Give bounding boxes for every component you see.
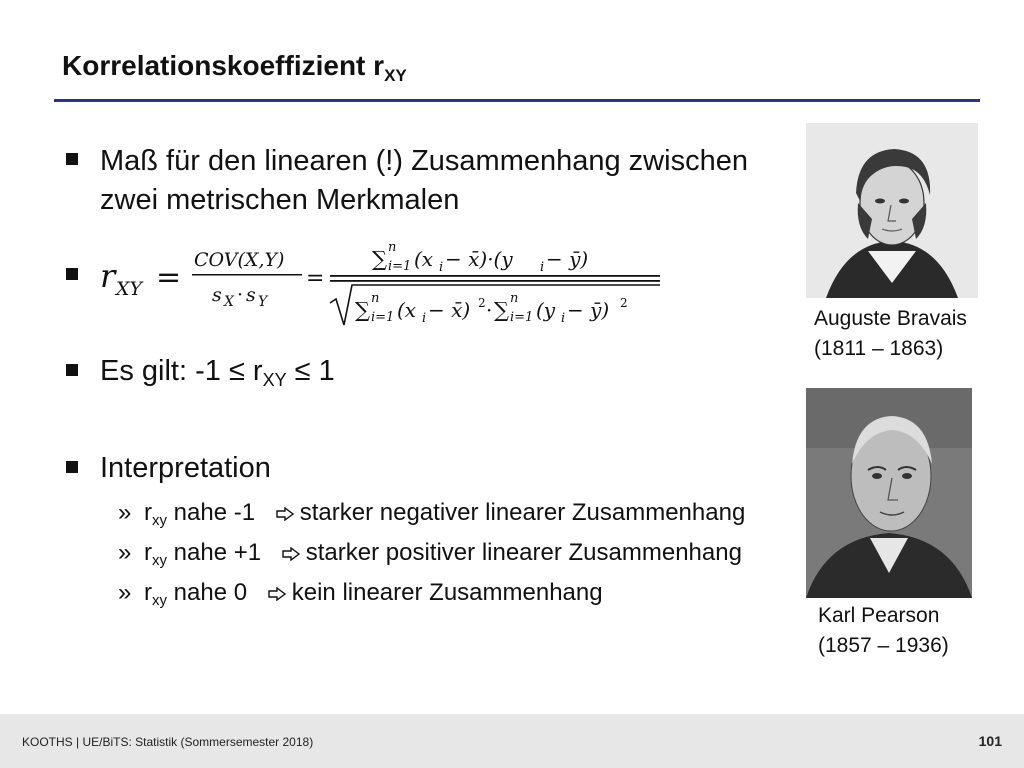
sub-item-text: kein linearer Zusammenhang <box>291 579 603 606</box>
den-sum-1-n: n <box>371 291 380 306</box>
slide-title-text: Korrelationskoeffizient r <box>62 50 385 81</box>
le-sign-2: ≤ <box>286 355 311 387</box>
num-middle: − x̄)·(y <box>445 247 513 271</box>
den-x-mid: − x̄) <box>428 298 471 322</box>
frac1-numerator: COV(X,Y) <box>194 249 285 271</box>
caption-pearson-years: (1857 – 1936) <box>818 634 949 657</box>
den-sum-1-i: i=1 <box>371 310 395 325</box>
formula-equals-1: = <box>156 260 182 295</box>
frac1-den-s2: s <box>246 284 256 306</box>
formula-lhs-r: r <box>100 257 116 295</box>
bullet-1-line-1: Maß für den linearen (!) Zusammenhang zwischen <box>100 145 748 177</box>
den-x-i: i <box>422 311 427 326</box>
den-y-mid: − ȳ) <box>567 298 610 322</box>
outline-right-arrow-icon <box>276 507 294 521</box>
portrait-bravais-drawing <box>806 123 978 298</box>
frac1-den-sub1: X <box>224 294 234 310</box>
guillemet-marker: » <box>118 499 132 526</box>
page-number: 101 <box>978 733 1002 749</box>
num-sum-i: i=1 <box>388 259 412 274</box>
bullet-3-prefix: Es gilt: -1 <box>100 355 229 387</box>
square-bullet-icon <box>66 153 78 165</box>
num-x-open: (x <box>414 247 434 271</box>
guillemet-marker: » <box>118 579 132 606</box>
den-sum-2-i: i=1 <box>510 310 534 325</box>
frac2-bar-bottom <box>330 280 660 282</box>
sub-item-text: starker positiver linearer Zusammenhang <box>305 539 742 566</box>
guillemet-marker: » <box>118 539 132 566</box>
num-end: − ȳ) <box>546 247 589 271</box>
sub-item-sub: xy <box>152 552 167 569</box>
bullet-3-sub: XY <box>262 370 287 390</box>
le-sign-1: ≤ <box>228 355 245 387</box>
caption-bravais-years: (1811 – 1863) <box>814 337 944 360</box>
num-x-i: i <box>439 260 444 275</box>
formula-equals-2: = <box>306 266 325 291</box>
sub-item-r: r <box>144 499 152 526</box>
bullet-3-suffix: 1 <box>310 355 335 387</box>
den-sum-2: ∑ <box>494 298 509 322</box>
portrait-bravais <box>806 123 978 298</box>
sub-item-cond: nahe 0 <box>167 579 248 606</box>
frac1-bar <box>192 274 302 276</box>
den-dot: · <box>486 298 493 322</box>
den-y-i: i <box>561 311 566 326</box>
list-item <box>118 498 745 536</box>
sub-item-r: r <box>144 579 152 606</box>
outline-right-arrow-icon <box>282 547 300 561</box>
sub-item-cond: nahe +1 <box>167 539 262 566</box>
bullet-4: Interpretation <box>100 452 271 484</box>
slide-title-subscript: XY <box>384 66 407 85</box>
num-sum-n: n <box>388 240 397 255</box>
sub-item-sub: xy <box>152 592 167 609</box>
portrait-pearson <box>806 388 972 598</box>
den-sum-2-n: n <box>510 291 519 306</box>
bullet-3-r: r <box>244 355 263 387</box>
formula-lhs-sub: XY <box>116 278 143 300</box>
portrait-pearson-drawing <box>806 388 972 598</box>
den-sq-2: 2 <box>620 296 628 310</box>
list-item <box>118 578 603 616</box>
outline-right-arrow-icon <box>268 587 286 601</box>
num-sum: ∑ <box>372 247 387 271</box>
den-y-open: (y <box>536 298 556 322</box>
correlation-formula <box>100 235 670 345</box>
square-bullet-icon <box>66 268 78 280</box>
sub-item-text: starker negativer linearer Zusammenhang <box>299 499 746 526</box>
formula-graphic <box>100 235 670 345</box>
frac1-den-dot: · <box>237 284 244 306</box>
footer-text: KOOTHS | UE/BiTS: Statistik (Sommersemester 2018) <box>22 735 314 749</box>
frac2-bar-top <box>330 275 660 277</box>
sub-item-r: r <box>144 539 152 566</box>
bullet-3 <box>100 352 335 399</box>
bullet-1-line-2: zwei metrischen Merkmalen <box>100 184 460 216</box>
den-sum-1: ∑ <box>355 298 370 322</box>
frac1-den-s1: s <box>212 284 222 306</box>
sub-item-sub: xy <box>152 512 167 529</box>
list-item <box>118 538 742 576</box>
caption-bravais-name: Auguste Bravais <box>814 307 967 330</box>
num-y-i: i <box>540 260 545 275</box>
frac1-den-sub2: Y <box>258 294 268 310</box>
title-divider <box>54 99 980 102</box>
den-x-open: (x <box>397 298 417 322</box>
caption-pearson-name: Karl Pearson <box>818 604 940 627</box>
sub-item-cond: nahe -1 <box>167 499 256 526</box>
den-sq-1: 2 <box>478 296 486 310</box>
square-bullet-icon <box>66 364 78 376</box>
slide-title <box>62 50 407 86</box>
square-bullet-icon <box>66 461 78 473</box>
